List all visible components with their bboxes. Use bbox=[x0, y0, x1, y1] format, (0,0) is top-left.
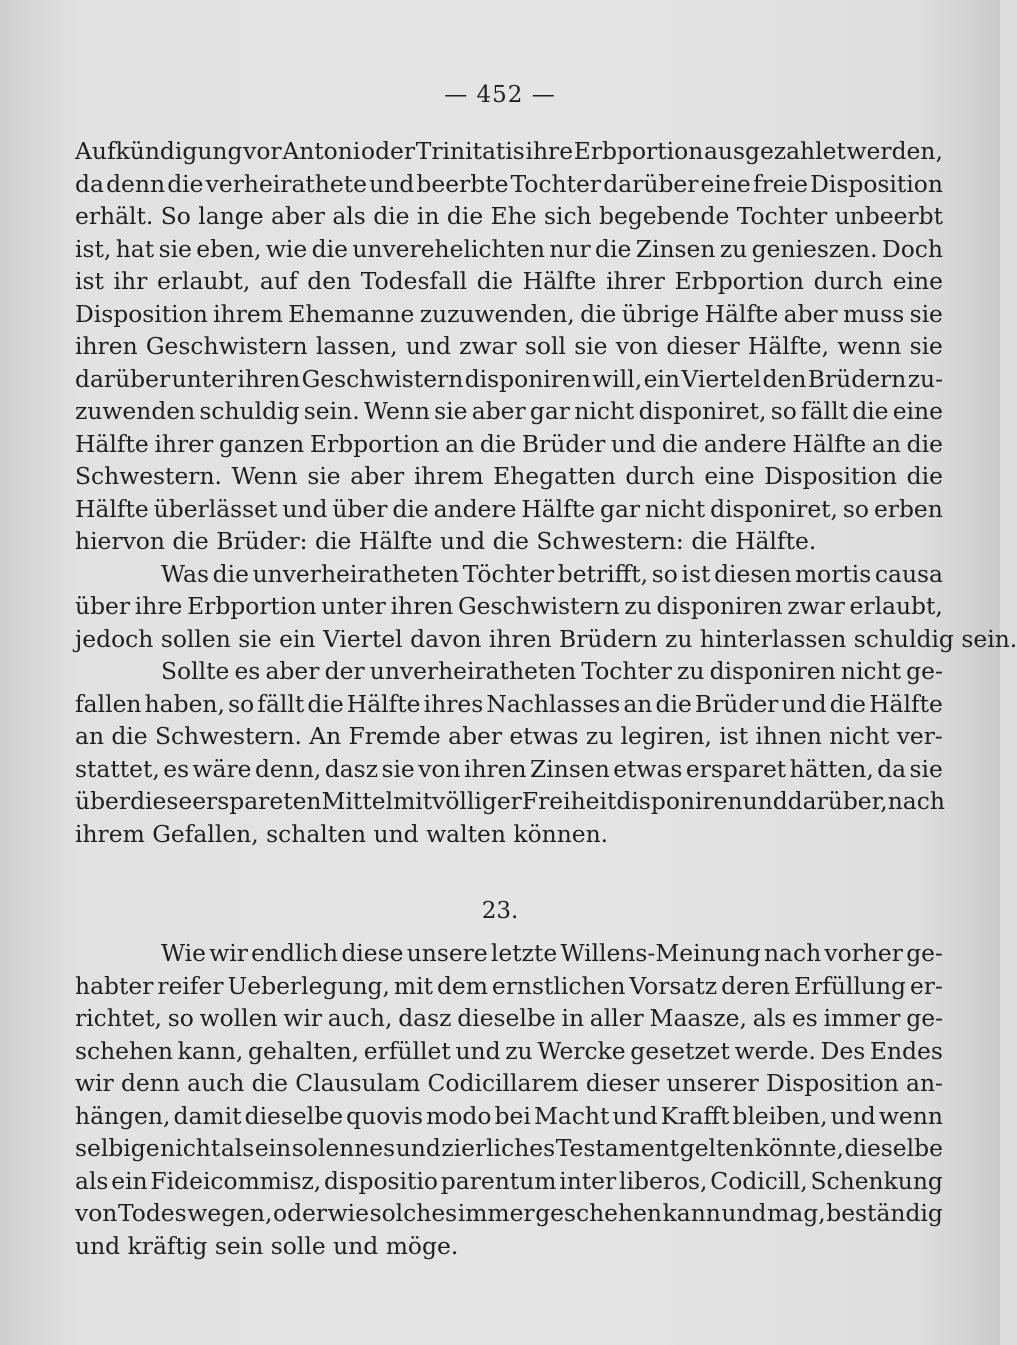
text-line: Wie wir endlich diese unsere letzte Willens-Meinung nach vorher ge- bbox=[161, 939, 943, 967]
paragraph bbox=[75, 135, 943, 558]
text-line: darüber unter ihren Geschwistern disponiren will, ein Viertel den Brüdern zu- bbox=[75, 364, 943, 393]
text-block-upper bbox=[75, 135, 1017, 850]
text-line: richtet, so wollen wir auch, dasz dieselbe in aller Maasze, als es immer ge- bbox=[75, 1004, 943, 1032]
paragraph bbox=[75, 655, 943, 850]
text-line: von Todes wegen, oder wie solches immer geschehen kann und mag, beständig bbox=[75, 1199, 943, 1227]
text-line: hängen, damit dieselbe quovis modo bei Macht und Krafft bleiben, und wenn bbox=[75, 1101, 943, 1130]
text-line: an die Schwestern. An Fremde aber etwas zu legiren, ist ihnen nicht ver- bbox=[75, 722, 943, 750]
paragraph bbox=[75, 558, 1017, 656]
text-line: ist, hat sie eben, wie die unverehelichten nur die Zinsen zu genieszen. Doch bbox=[75, 234, 943, 263]
text-line: Was die unverheiratheten Töchter betrifft, so ist diesen mortis causa bbox=[161, 559, 943, 588]
text-line: selbige nicht als ein solennes und zierliches Testament gelten könnte, dieselbe bbox=[75, 1134, 943, 1162]
text-line: ihren Geschwistern lassen, und zwar soll sie von dieser Hälfte, wenn sie bbox=[75, 332, 943, 360]
text-line: stattet, es wäre denn, dasz sie von ihren Zinsen etwas ersparet hätten, da sie bbox=[75, 754, 943, 783]
text-line: hiervon die Brüder: die Hälfte und die Schwestern: die Hälfte. bbox=[75, 527, 817, 555]
text-line: fallen haben, so fällt die Hälfte ihres Nachlasses an die Brüder und die Hälfte bbox=[75, 689, 943, 718]
text-line: Schwestern. Wenn sie aber ihrem Ehegatten durch eine Disposition die bbox=[75, 462, 943, 490]
section-number: 23. bbox=[481, 898, 519, 924]
text-line: schehen kann, gehalten, erfüllet und zu Wercke gesetzet werde. Des Endes bbox=[75, 1036, 943, 1065]
text-line: jedoch sollen sie ein Viertel davon ihren Brüdern zu hinterlassen schuldig sein. bbox=[75, 624, 1017, 653]
text-line: und kräftig sein solle und möge. bbox=[75, 1231, 459, 1260]
text-line: über ihre Erbportion unter ihren Geschwistern zu disponiren zwar erlaubt, bbox=[75, 592, 943, 620]
text-line: erhält. So lange aber als die in die Ehe sich begebende Tochter unbeerbt bbox=[75, 202, 943, 230]
text-block-lower bbox=[75, 937, 943, 1262]
text-line: über diese erspareten Mittel mit völliger Freiheit disponiren und darüber, nach bbox=[75, 787, 945, 815]
text-line: als ein Fideicommisz, dispositio parentum inter liberos, Codicill, Schenkung bbox=[75, 1166, 943, 1195]
text-line: Hälfte ihrer ganzen Erbportion an die Brüder und die andere Hälfte an die bbox=[75, 429, 943, 458]
page-number: — 452 — bbox=[444, 82, 556, 108]
text-line: Sollte es aber der unverheiratheten Tochter zu disponiren nicht ge- bbox=[161, 657, 943, 685]
text-line: wir denn auch die Clausulam Codicillarem dieser unserer Disposition an- bbox=[75, 1069, 943, 1097]
text-line: da denn die verheirathete und beerbte Tochter darüber eine freie Disposition bbox=[75, 169, 943, 198]
text-line: ihrem Gefallen, schalten und walten können. bbox=[75, 819, 609, 848]
text-line: Hälfte überlässet und über die andere Hälfte gar nicht disponiret, so erben bbox=[75, 494, 943, 523]
text-line: Aufkündigung vor Antoni oder Trinitatis ihre Erbportion ausgezahlet werden, bbox=[75, 137, 943, 165]
text-line: zuwenden schuldig sein. Wenn sie aber gar nicht disponiret, so fällt die eine bbox=[75, 397, 943, 425]
text-line: habter reifer Ueberlegung, mit dem ernstlichen Vorsatz deren Erfüllung er- bbox=[75, 971, 943, 1000]
text-line: ist ihr erlaubt, auf den Todesfall die Hälfte ihrer Erbportion durch eine bbox=[75, 267, 943, 295]
paragraph bbox=[75, 937, 943, 1262]
text-line: Disposition ihrem Ehemanne zuzuwenden, die übrige Hälfte aber muss sie bbox=[75, 299, 943, 328]
